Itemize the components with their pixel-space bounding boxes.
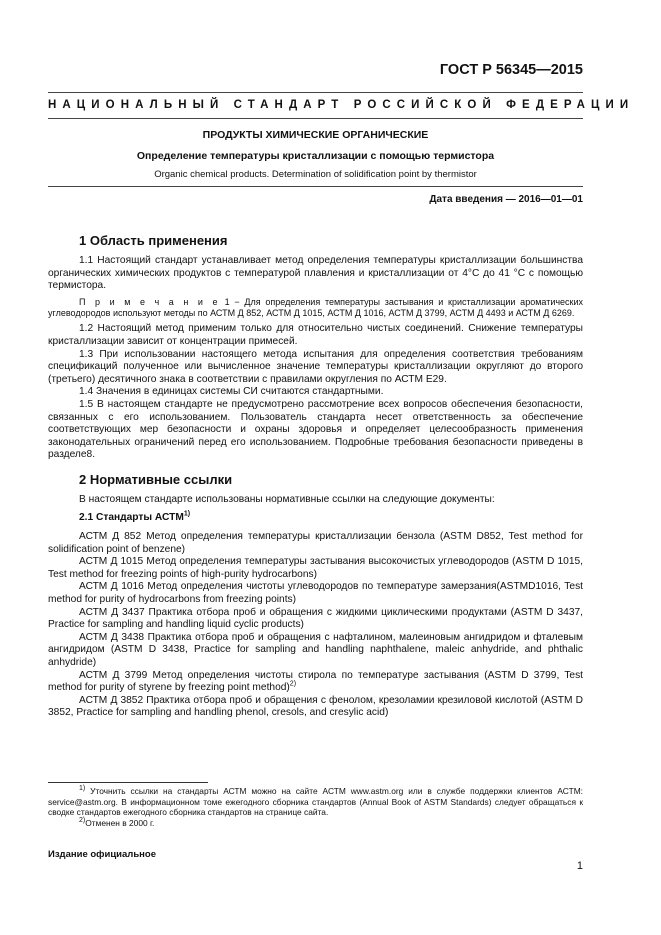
title-rule [48, 186, 583, 187]
footnote-2-ref[interactable]: 2) [289, 680, 297, 688]
reference-item: АСТМ Д 3852 Практика отбора проб и обращения с фенолом, крезоламии крезиловой кислотой (ASTM D 3852, Practice for sampling and handling phenol, cresols, and cresylic acid) [48, 694, 583, 719]
document-subtitle: Определение температуры кристаллизации с помощью термистора [136, 150, 495, 162]
introduction-date: Дата введения — 2016—01—01 [429, 194, 583, 205]
reference-item: АСТМ Д 3438 Практика отбора проб и обращения с нафталином, малеиновым ангидридом и фталевым ангидридом (ASTM D 3438, Practice for sampling and handling naphthalene, maleic anhydride, and phthalic anhydride) [48, 631, 583, 669]
official-edition-label: Издание официальное [48, 849, 156, 860]
header-rule-bottom [48, 118, 583, 119]
reference-item: АСТМ Д 1015 Метод определения температуры застывания высокочистых углеводородов (ASTM D 1015, Test method for freezing points of high-purity hydrocarbons) [48, 556, 583, 580]
paragraph-1-2: 1.2 Настоящий метод применим только для относительно чистых соединений. Снижение температуры кристаллизации зависит от концентрации примесей. [48, 323, 583, 347]
header-rule-top [48, 92, 583, 93]
footnote-2 [48, 818, 583, 829]
reference-item: АСТМ Д 852 Метод определения температуры кристаллизации бензола (ASTM D852, Test method for solidification point of benzene) [48, 531, 583, 555]
footnote-1-text: Уточнить ссылки на стандарты АСТМ можно на сайте АСТМ www.astm.org или в службе поддержки клиентов АСТМ: service@astm.org. В информационном томе ежегодного сборника стандартов (Annual Book of ASTM Standards) следует обращаться к сводке стандартов ежегодного сборника стандартов на странице сайта. [48, 786, 583, 818]
section-2-intro: В настоящем стандарте использованы нормативные ссылки на следующие документы: [79, 493, 495, 505]
reference-text: АСТМ Д 3799 Метод определения чистоты стирола по температуре застывания (ASTM D 3799, Test method for purity of styrene by freezing point method) [48, 669, 583, 694]
footnote-separator [48, 782, 208, 783]
gost-number: ГОСТ Р 56345—2015 [439, 62, 583, 78]
national-standard-banner: НАЦИОНАЛЬНЫЙ СТАНДАРТ РОССИЙСКОЙ ФЕДЕРАЦИИ [48, 99, 635, 111]
footnote-1-ref[interactable]: 1) [183, 510, 191, 518]
reference-item [48, 670, 583, 695]
footnote-1 [48, 786, 583, 818]
document-title-english: Organic chemical products. Determination of solidification point by thermistor [154, 169, 477, 180]
paragraph-1-1: 1.1 Настоящий стандарт устанавливает метод определения температуры кристаллизации большинства органических химических продуктов с температурой плавления и кристаллизации от 4°С до 41 °С с помощью термистора. [48, 255, 583, 292]
paragraph-1-4: 1.4 Значения в единицах системы СИ считаются стандартными. [79, 386, 384, 398]
footnotes [48, 786, 583, 828]
footnote-2-text: Отменен в 2000 г. [85, 817, 155, 828]
paragraph-1-5: 1.5 В настоящем стандарте не предусмотрено рассмотрение всех вопросов обеспечения безопасности, связанных с его использованием. Пользователь стандарта несет ответственность за обеспечение соответствующих мер безопасности и охраны здоровья и определяет целесообразность применения законодательных ограничений перед его использованием. Подробные требования безопасности приведены в разделе8. [48, 398, 583, 461]
footnote-1-mark: 1) [79, 785, 86, 793]
section-2-heading: 2 Нормативные ссылки [79, 471, 233, 487]
section-2-1-heading [48, 512, 583, 525]
paragraph-1-3: 1.3 При использовании настоящего метода испытания для определения соответствия требованиям спецификаций полученное или вычисленное значение температуры кристаллизации округляют до второго (третьего) десятичного знака в соответствии с правилами округления по АСТМ E29. [48, 348, 583, 385]
document-title: ПРОДУКТЫ ХИМИЧЕСКИЕ ОРГАНИЧЕСКИЕ [202, 129, 429, 141]
footnote-2-mark: 2) [79, 816, 86, 824]
note-label: П р и м е ч а н и е [79, 296, 220, 307]
note-1 [48, 297, 583, 320]
note-text: 1 − Для определения температуры застывания и кристаллизации ароматических углеводородов используют методы по АСТМ Д 852, АСТМ Д 1015, АСТМ Д 1016, АСТМ Д 3799, АСТМ Д 4493 и АСТМ Д 6269. [48, 296, 584, 319]
section-2-1-title: 2.1 Стандарты АСТМ [79, 511, 184, 523]
section-1-heading: 1 Область применения [79, 233, 228, 248]
document-body [48, 233, 583, 720]
page-number: 1 [576, 860, 583, 872]
reference-item: АСТМ Д 3437 Практика отбора проб и обращения с жидкими циклическими продуктами (ASTM D 3437, Practice for sampling and handling liquid cyclic products) [48, 606, 583, 631]
reference-item: АСТМ Д 1016 Метод определения чистоты углеводородов по температуре замерзания(ASTMD1016, Test method for purity of hydrocarbons from freezing points) [48, 581, 583, 606]
